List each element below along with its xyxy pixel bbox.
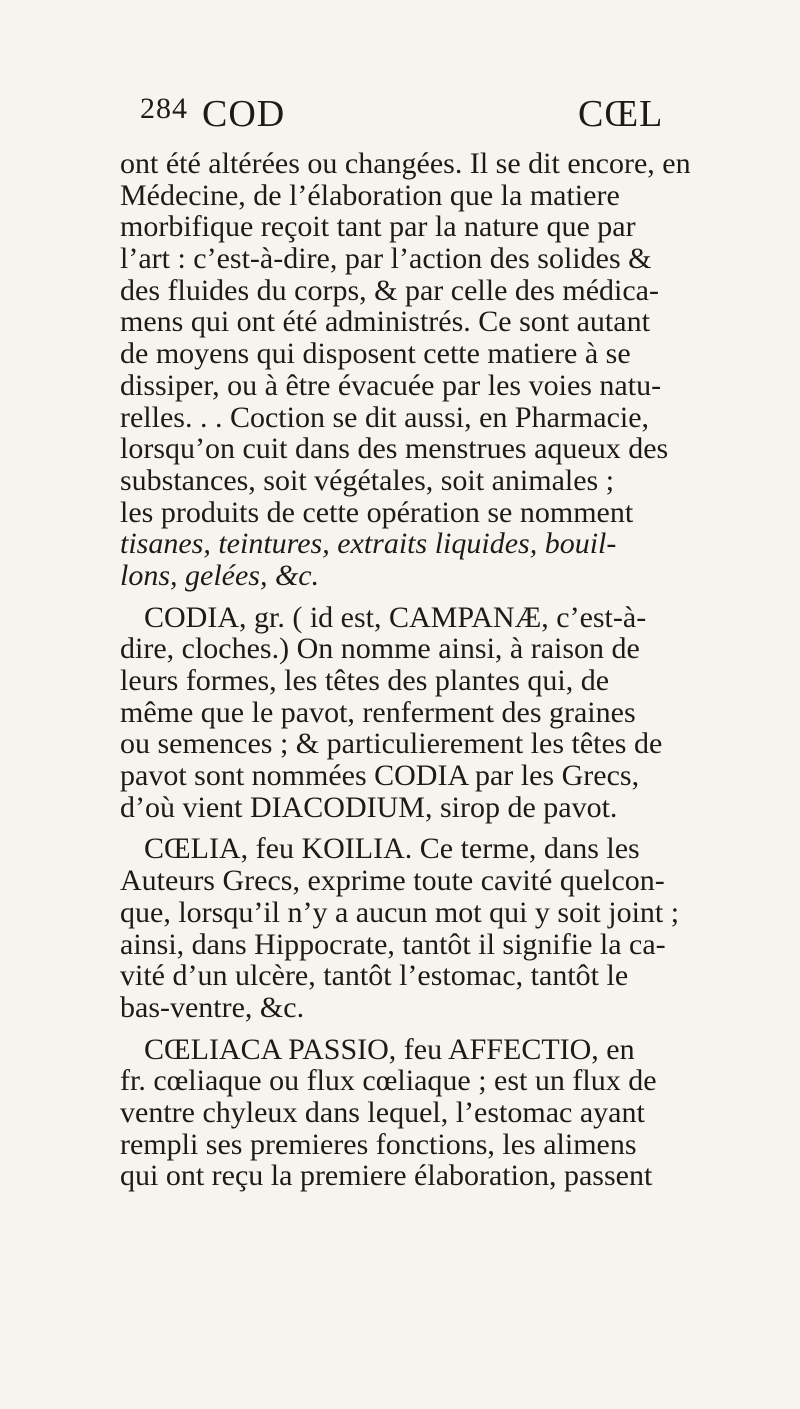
text-line: qui ont reçu la premiere élaboration, passent [120,1159,653,1193]
text-line: rempli ses premieres fonctions, les alimens [120,1127,637,1161]
entry-codia-line: CODIA, gr. ( id est, CAMPANÆ, c’est-à- [144,600,647,634]
running-header [140,92,750,142]
text-line: Auteurs Grecs, exprime toute cavité quelcon- [120,864,665,898]
text-line: même que le pavot, renferment des graines [120,695,636,729]
text-line: des fluides du corps, & par celle des médica- [120,273,659,307]
text-line: substances, soit végétales, soit animales ; [120,463,615,497]
text-line: ventre chyleux dans lequel, l’estomac ayant [120,1095,645,1129]
text-body [120,148,770,1192]
page-number: 284 [140,92,188,125]
text-line: dire, cloches.) On nomme ainsi, à raison de [120,632,640,666]
entry-coelia-line: CŒLIA, feu KOILIA. Ce terme, dans les [144,832,640,866]
text-line: lorsqu’on cuit dans des menstrues aqueux des [120,432,669,466]
text-line: vité d’un ulcère, tantôt l’estomac, tantôt le [120,959,629,993]
text-line: ou semences ; & particulierement les têtes de [120,727,663,761]
text-line: ont été altérées ou changées. Il se dit encore, en [120,147,691,180]
text-line: dissiper, ou à être évacuée par les voies natu- [120,368,662,402]
text-line: leurs formes, les têtes des plantes qui, de [120,664,610,697]
text-line: l’art : c’est-à-dire, par l’action des solides & [120,242,652,276]
text-line: Médecine, de l’élaboration que la matiere [120,178,620,212]
text-line: pavot sont nommées CODIA par les Grecs, [120,759,640,793]
text-line: bas-ventre, &c. [120,990,305,1024]
text-line: fr. cœliaque ou flux cœliaque ; est un flux de [120,1064,657,1098]
text-line: mens qui ont été administrés. Ce sont autant [120,305,650,339]
text-line: ainsi, dans Hippocrate, tantôt il signifie la ca- [120,927,666,961]
text-line: que, lorsqu’il n’y a aucun mot qui y soit joint ; [120,895,680,929]
header-left-word: COD [202,93,286,135]
text-line: lons, gelées, &c. [120,558,320,592]
text-line: relles. . . Coction se dit aussi, en Pharmacie, [120,400,650,434]
text-line: morbifique reçoit tant par la nature que par [120,210,636,244]
entry-coeliaca-line: CŒLIACA PASSIO, feu AFFECTIO, en [144,1032,635,1066]
text-line: tisanes, teintures, extraits liquides, bouil- [120,527,617,561]
text-line: les produits de cette opération se nomment [120,495,634,529]
header-right-word: CŒL [578,93,664,135]
text-line: d’où vient DIACODIUM, sirop de pavot. [120,790,618,824]
text-line: de moyens qui disposent cette matiere à se [120,337,631,371]
